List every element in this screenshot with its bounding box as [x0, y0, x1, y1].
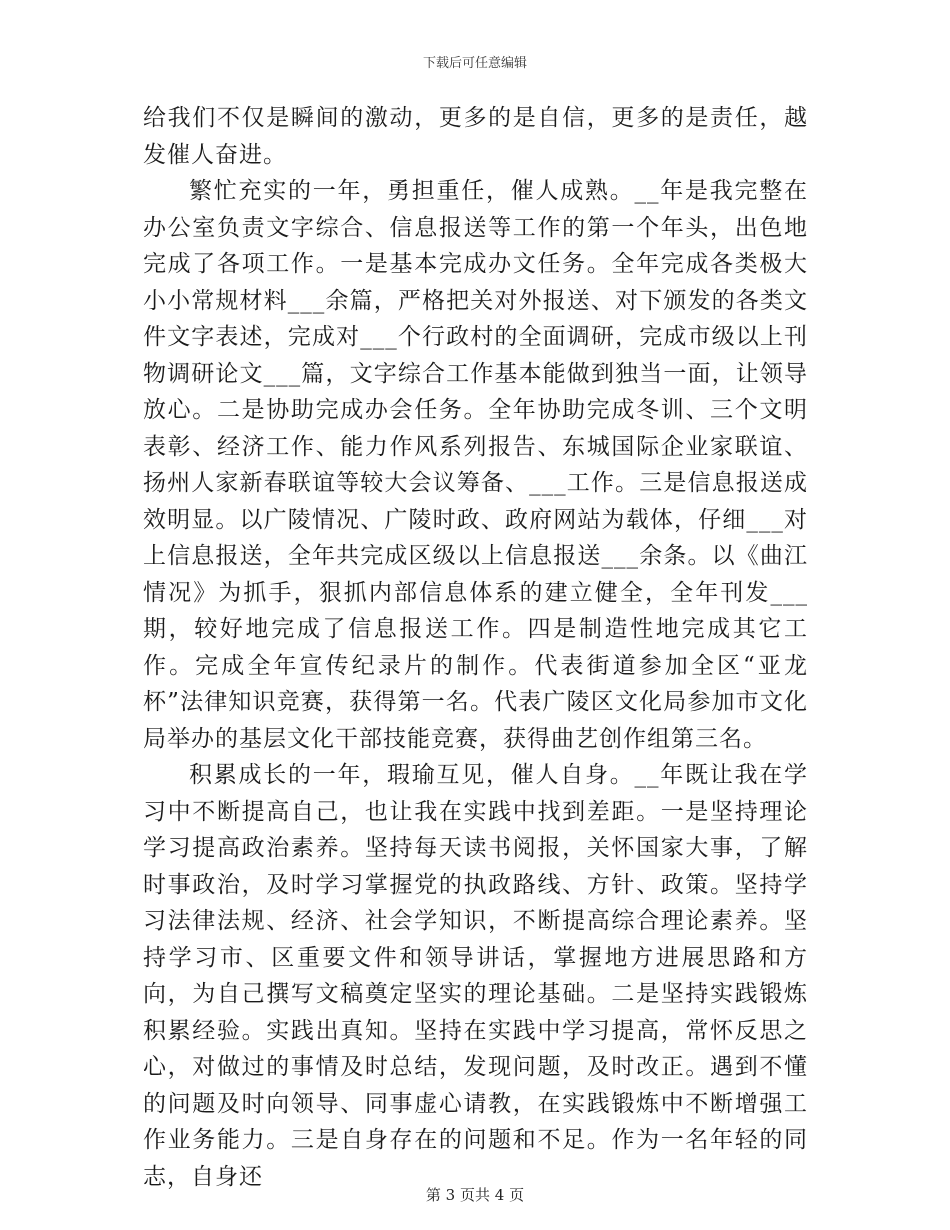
paragraph-continuation: 给我们不仅是瞬间的激动，更多的是自信，更多的是责任，越发催人奋进。	[143, 105, 808, 168]
page-header: 下载后可任意编辑	[422, 56, 527, 71]
paragraph-busy-year: 繁忙充实的一年，勇担重任，催人成熟。__年是我完整在办公室负责文字综合、信息报送等工作的第一个年头，出色地完成了各项工作。一是基本完成办文任务。全年完成各类极大小小常规材料___余篇，严格把关对外报送、对下颁发的各类文件文字表述，完成对___个行政村的全面调研，完成市级以上刊物调研论文___篇，文字综合工作基本能做到独当一面，让领导放心。二是协助完成办会任务。全年协助完成冬训、三个文明表彰、经济工作、能力作风系列报告、东城国际企业家联谊、扬州人家新春联谊等较大会议筹备、___工作。三是信息报送成效明显。以广陵情况、广陵时政、政府网站为载体，仔细___对上信息报送，全年共完成区级以上信息报送___余条。以《曲江情况》为抓手，狠抓内部信息体系的建立健全，全年刊发___期，较好地完成了信息报送工作。四是制造性地完成其它工作。完成全年宣传纪录片的制作。代表街道参加全区“亚龙杯”法律知识竞赛，获得第一名。代表广陵区文化局参加市文化局举办的基层文化干部技能竞赛，获得曲艺创作组第三名。	[143, 178, 808, 752]
paragraph-growth-year: 积累成长的一年，瑕瑜互见，催人自身。__年既让我在学习中不断提高自己，也让我在实践中找到差距。一是坚持理论学习提高政治素养。坚持每天读书阅报，关怀国家大事，了解时事政治，及时学习掌握党的执政路线、方针、政策。坚持学习法律法规、经济、社会学知识，不断提高综合理论素养。坚持学习市、区重要文件和领导讲话，掌握地方进展思路和方向，为自己撰写文稿奠定坚实的理论基础。二是坚持实践锻炼积累经验。实践出真知。坚持在实践中学习提高，常怀反思之心，对做过的事情及时总结，发现问题，及时改正。遇到不懂的问题及时向领导、同事虚心请教，在实践锻炼中不断增强工作业务能力。三是自身存在的问题和不足。作为一名年轻的同志，自身还	[143, 762, 808, 1190]
page-number: 第 3 页共 4 页	[425, 1186, 525, 1204]
document-body	[143, 100, 808, 1195]
